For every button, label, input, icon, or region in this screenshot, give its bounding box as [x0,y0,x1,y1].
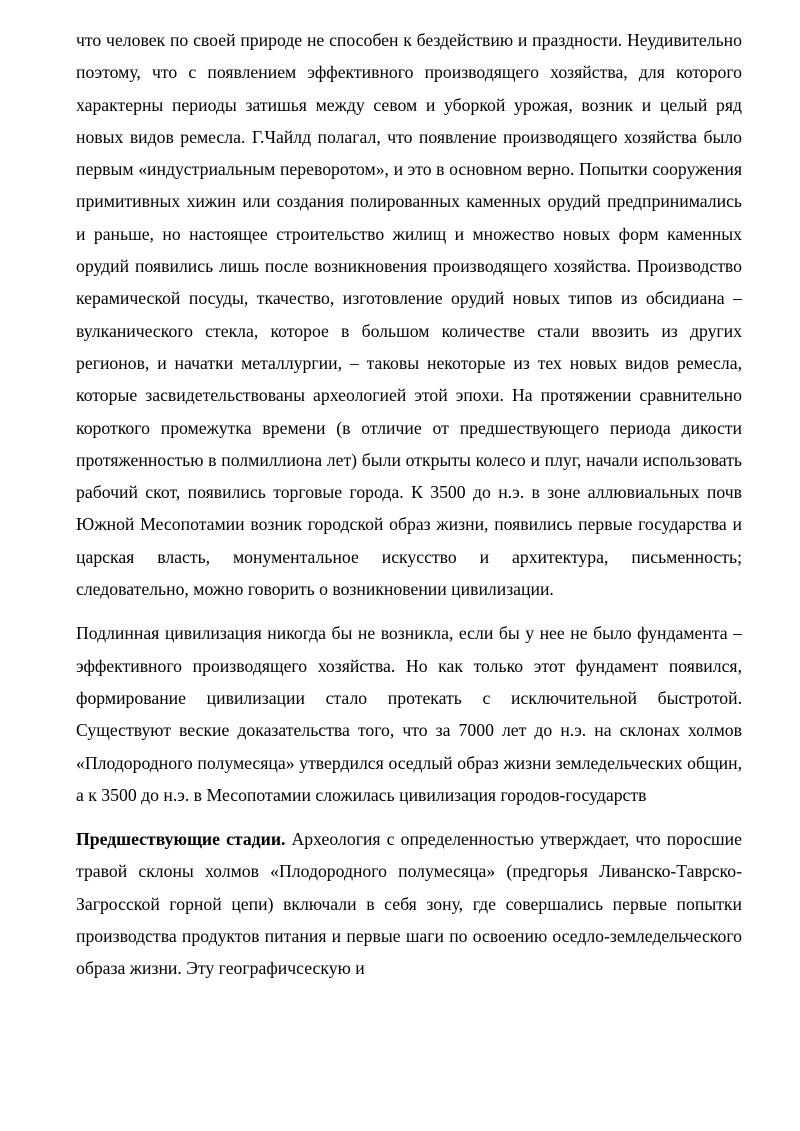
paragraph-3-text: Археология с определенностью утверждает, что поросшие травой склоны холмов «Плодородного полумесяца» (предгорья Ливанско-Таврско-Загросской горной цепи) включали в себя зону, где совершались первые попытки производства продуктов питания и первые шаги по освоению оседло-земледельческого образа жизни. Эту географичсескую и [76,829,742,979]
paragraph-2-text: Подлинная цивилизация никогда бы не возникла, если бы у нее не было фундамента – эффективного производящего хозяйства. Но как только этот фундамент появился, формирование цивилизации стало протекать с исключительной быстротой. Существуют веские доказательства того, что за 7000 лет до н.э. на склонах холмов «Плодородного полумесяца» утвердился оседлый образ жизни земледельческих общин, а к 3500 до н.э. в Месопотамии сложилась цивилизация городов-государств [76,623,742,805]
paragraph-1 [76,24,742,605]
paragraph-1-text: что человек по своей природе не способен к бездействию и праздности. Неудивительно поэтому, что с появлением эффективного производящего хозяйства, для которого характерны периоды затишья между севом и уборкой урожая, возник и целый ряд новых видов ремесла. Г.Чайлд полагал, что появление производящего хозяйства было первым «индустриальным переворотом», и это в основном верно. Попытки сооружения примитивных хижин или создания полированных каменных орудий предпринимались и раньше, но настоящее строительство жилищ и множество новых форм каменных орудий появились лишь после возникновения производящего хозяйства. Производство керамической посуды, ткачество, изготовление орудий новых типов из обсидиана – вулканического стекла, которое в большом количестве стали ввозить из других регионов, и начатки металлургии, – таковы некоторые из тех новых видов ремесла, которые засвидетельствованы археологией этой эпохи. На протяжении сравнительно короткого промежутка времени (в отличие от предшествующего периода дикости протяженностью в полмиллиона лет) были открыты колесо и плуг, начали использовать рабочий скот, появились торговые города. К 3500 до н.э. в зоне аллювиальных почв Южной Месопотамии возник городской образ жизни, появились первые государства и царская власть, монументальное искусство и архитектура, письменность; следовательно, можно говорить о возникновении цивилизации. [76,30,742,600]
paragraph-3 [76,823,742,984]
section-heading-inline: Предшествующие стадии. [76,829,286,850]
document-page [76,24,742,985]
paragraph-2 [76,617,742,811]
